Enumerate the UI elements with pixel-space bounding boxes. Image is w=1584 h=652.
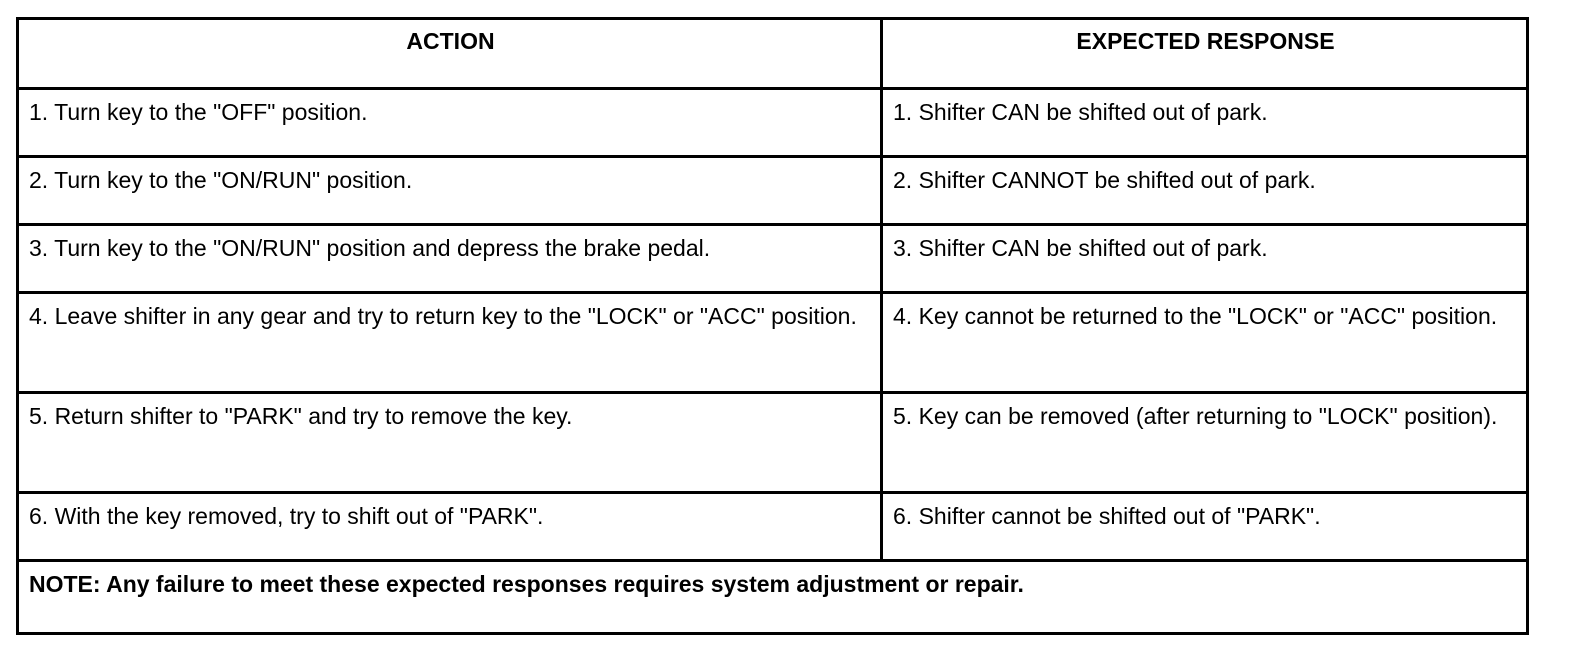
test-procedure-table: [16, 17, 1529, 635]
note-row: [18, 561, 1528, 634]
table-row: [18, 393, 1528, 493]
response-cell: 4. Key cannot be returned to the "LOCK" or "ACC" position.: [882, 293, 1528, 393]
table-row: [18, 293, 1528, 393]
header-action: ACTION: [18, 19, 882, 89]
action-cell: 4. Leave shifter in any gear and try to return key to the "LOCK" or "ACC" position.: [18, 293, 882, 393]
response-cell: 3. Shifter CAN be shifted out of park.: [882, 225, 1528, 293]
response-cell: 1. Shifter CAN be shifted out of park.: [882, 89, 1528, 157]
response-cell: 5. Key can be removed (after returning to "LOCK" position).: [882, 393, 1528, 493]
note-text: NOTE: Any failure to meet these expected responses requires system adjustment or repair.: [18, 561, 1528, 634]
action-cell: 6. With the key removed, try to shift out of "PARK".: [18, 493, 882, 561]
action-cell: 3. Turn key to the "ON/RUN" position and depress the brake pedal.: [18, 225, 882, 293]
header-expected-response: EXPECTED RESPONSE: [882, 19, 1528, 89]
action-cell: 5. Return shifter to "PARK" and try to remove the key.: [18, 393, 882, 493]
table-header-row: [18, 19, 1528, 89]
table-row: [18, 225, 1528, 293]
action-cell: 1. Turn key to the "OFF" position.: [18, 89, 882, 157]
table-row: [18, 89, 1528, 157]
table-row: [18, 157, 1528, 225]
table-row: [18, 493, 1528, 561]
response-cell: 2. Shifter CANNOT be shifted out of park.: [882, 157, 1528, 225]
action-cell: 2. Turn key to the "ON/RUN" position.: [18, 157, 882, 225]
response-cell: 6. Shifter cannot be shifted out of "PARK".: [882, 493, 1528, 561]
